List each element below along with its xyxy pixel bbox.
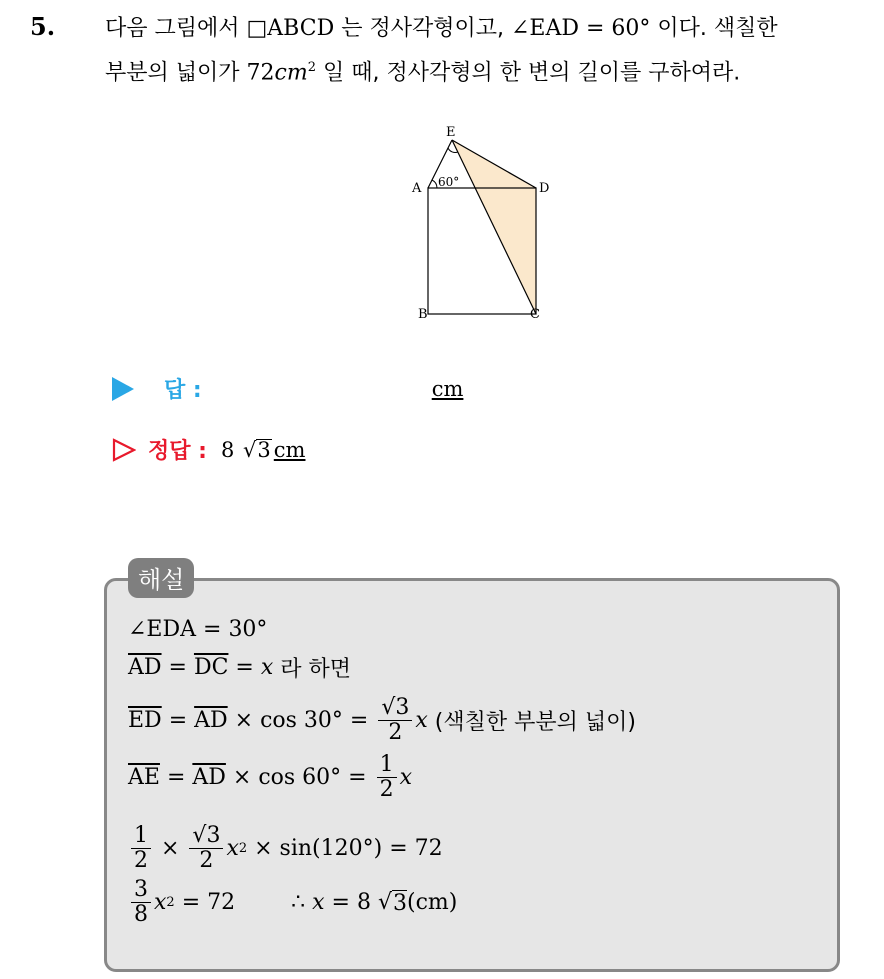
angle-arc: [432, 180, 437, 188]
explanation-line-6: $\frac{3}{8}$ x 2 = 72 ∴ x = 8 √ 3 (cm): [128, 878, 457, 927]
label-d: D: [539, 181, 550, 196]
label-a: A: [412, 181, 422, 196]
label-b: B: [418, 307, 428, 322]
answer-unit[interactable]: cm: [431, 376, 464, 401]
explanation-tag: 해설: [128, 558, 194, 598]
question-line-2: 부분의 넓이가 $72cm^2$ 일 때, 정사각형의 한 변의 길이를 구하여라.: [105, 60, 741, 86]
explanation-line-3: $\overline{ED}$ = $\overline{AD}$ × cos 30° = $\frac{√3}{2}$ x (색칠한 부분의 넓이): [128, 695, 636, 745]
explanation-line-5: $\frac{1}{2}$ × $\frac{√3}{2}$ x 2 × sin(120°) = 72: [128, 824, 443, 873]
label-c: C: [530, 307, 540, 322]
solution-answer-row: [112, 434, 305, 465]
explanation-line-4: $\overline{AE}$ = $\overline{AD}$ × cos 60° = $\frac{1}{2}$ x: [128, 752, 413, 802]
question-number: 5.: [30, 12, 56, 41]
geometry-figure: [400, 118, 560, 323]
answer-label: 답 :: [164, 378, 202, 403]
answer-row: [112, 373, 463, 404]
question-line-1: 다음 그림에서 □ABCD 는 정사각형이고, ∠EAD = 60° 이다. 색칠한: [105, 16, 778, 41]
outline-triangle-icon: [112, 438, 136, 462]
explanation-line-2: $\overline{AD}$ = $\overline{DC}$ = x 라 하면: [128, 655, 352, 682]
play-triangle-icon: [112, 377, 134, 401]
explanation-line-1: ∠EDA = 30°: [128, 617, 268, 642]
label-e: E: [446, 125, 456, 140]
solution-value: 8 √3 cm: [220, 437, 306, 462]
solution-label: 정답 :: [148, 439, 207, 464]
angle-label: 60°: [438, 175, 460, 189]
